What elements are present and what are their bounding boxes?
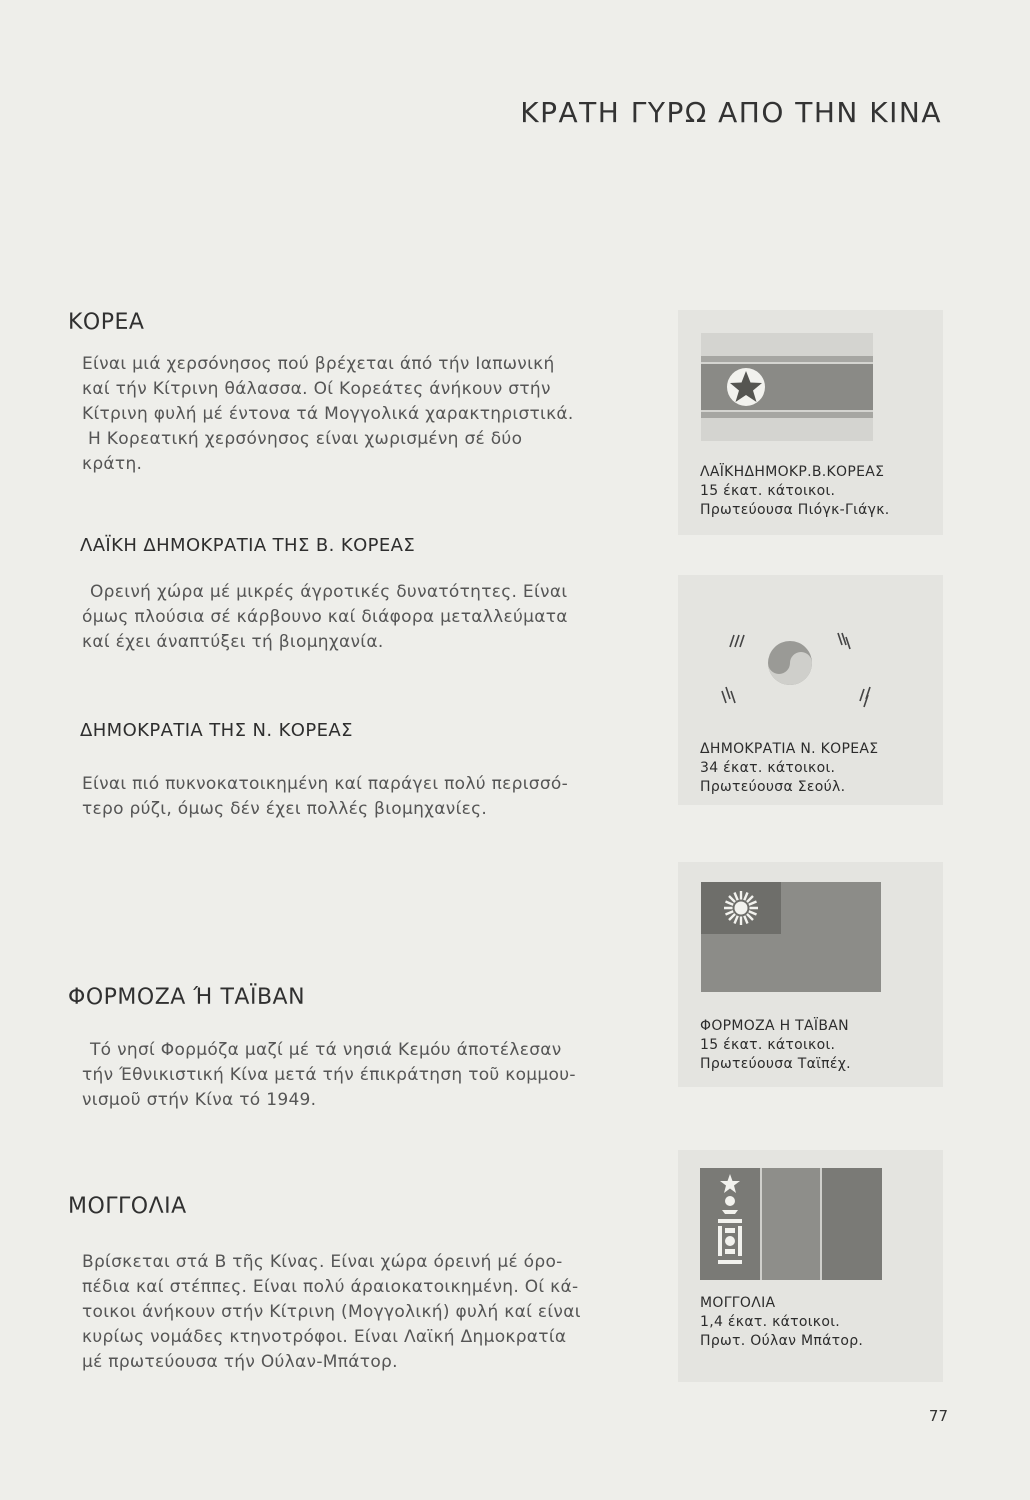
formosa-caption xyxy=(700,1017,851,1074)
caption-capital: Πρωτεύουσα Πιόγκ-Γιάγκ. xyxy=(700,502,890,518)
korea-intro-line: Κίτρινη φυλή μέ έντονα τά Μογγολικά χαρακτηριστικά. xyxy=(82,404,574,424)
caption-population: 15 έκατ. κάτοικοι. xyxy=(700,483,836,499)
north-korea-heading: ΛΑΪΚΗ ΔΗΜΟΚΡΑΤΙΑ ΤΗΣ Β. ΚΟΡΕΑΣ xyxy=(80,535,416,556)
north-korea-flag-panel xyxy=(678,310,943,535)
caption-country: ΜΟΓΓΟΛΙΑ xyxy=(700,1295,776,1311)
page-number: 77 xyxy=(928,1407,948,1425)
trigram-icon xyxy=(722,687,735,703)
flag-center-band xyxy=(762,1168,820,1280)
mongolia-line: κυρίως νομάδες κτηνοτρόφοι. Είναι Λαϊκή Δημοκρατία xyxy=(82,1327,567,1347)
mongolia-line: Βρίσκεται στά Β τῆς Κίνας. Είναι χώρα όρεινή μέ όρο- xyxy=(82,1252,563,1272)
caption-capital: Πρωτεύουσα Σεούλ. xyxy=(700,779,846,795)
korea-intro xyxy=(82,352,574,477)
south-korea-flag xyxy=(698,605,878,725)
flag-stripe xyxy=(701,356,873,362)
korea-intro-line: Είναι μιά χερσόνησος πού βρέχεται άπό τήν Ιαπωνική xyxy=(82,354,555,374)
korea-intro-line: κράτη. xyxy=(82,454,143,474)
south-korea-flag-panel xyxy=(678,575,943,805)
south-korea-heading: ΔΗΜΟΚΡΑΤΙΑ ΤΗΣ Ν. ΚΟΡΕΑΣ xyxy=(80,720,353,741)
flag-stripe xyxy=(701,412,873,418)
trigram-icon xyxy=(860,687,870,707)
korea-heading: ΚΟΡΕΑ xyxy=(68,310,145,335)
south-korea-text xyxy=(82,772,568,822)
caption-capital: Πρωτ. Ούλαν Μπάτορ. xyxy=(700,1333,864,1349)
south-korea-line: Είναι πιό πυκνοκατοικημένη καί παράγει πολύ περισσό- xyxy=(82,774,569,794)
korea-intro-line: Η Κορεατική χερσόνησος είναι χωρισμένη σέ δύο xyxy=(88,429,523,449)
caption-population: 34 έκατ. κάτοικοι. xyxy=(700,760,836,776)
trigram-icon xyxy=(838,633,850,649)
formosa-line: τήν Έθνικιστική Κίνα μετά τήν έπικράτηση τοῦ κομμου- xyxy=(82,1065,576,1085)
caption-capital: Πρωτεύουσα Ταϊπέχ. xyxy=(700,1056,851,1072)
page-title: ΚΡΑΤΗ ΓΥΡΩ ΑΠΟ ΤΗΝ ΚΙΝΑ xyxy=(520,96,942,129)
flag-band xyxy=(701,364,873,410)
mongolia-line: τοικοι άνήκουν στήν Κίτρινη (Μογγολική) φυλή καί είναι xyxy=(82,1302,581,1322)
north-korea-line: Ορεινή χώρα μέ μικρές άγροτικές δυνατότητες. Είναι xyxy=(90,582,568,602)
north-korea-text xyxy=(82,580,568,655)
formosa-line: Τό νησί Φορμόζα μαζί μέ τά νησιά Κεμόυ άποτέλεσαν xyxy=(90,1040,562,1060)
formosa-flag xyxy=(701,882,881,992)
flag-right-band xyxy=(822,1168,882,1280)
mongolia-text xyxy=(82,1250,581,1375)
north-korea-flag xyxy=(701,333,873,441)
korea-intro-line: καί τήν Κίτρινη θάλασσα. Οί Κορεάτες άνήκουν στήν xyxy=(82,379,551,399)
south-korea-caption xyxy=(700,740,878,797)
caption-country: ΛΑΪΚΗΔΗΜΟΚΡ.Β.ΚΟΡΕΑΣ xyxy=(700,464,885,480)
north-korea-line: καί έχει άναπτύξει τή βιομηχανία. xyxy=(82,632,384,652)
caption-population: 15 έκατ. κάτοικοι. xyxy=(700,1037,836,1053)
mongolia-flag xyxy=(700,1168,882,1280)
caption-population: 1,4 έκατ. κάτοικοι. xyxy=(700,1314,841,1330)
trigram-icon xyxy=(730,635,744,647)
mongolia-heading: ΜΟΓΓΟΛΙΑ xyxy=(68,1194,187,1219)
caption-country: ΦΟΡΜΟΖΑ Η ΤΑΪΒΑΝ xyxy=(700,1018,849,1034)
mongolia-line: πέδια καί στέππες. Είναι πολύ άραιοκατοικημένη. Οί κά- xyxy=(82,1277,579,1297)
mongolia-caption xyxy=(700,1294,863,1351)
caption-country: ΔΗΜΟΚΡΑΤΙΑ Ν. ΚΟΡΕΑΣ xyxy=(700,741,879,757)
formosa-line: νισμοῦ στήν Κίνα τό 1949. xyxy=(82,1090,317,1110)
south-korea-line: τερο ρύζι, όμως δέν έχει πολλές βιομηχανίες. xyxy=(82,799,488,819)
formosa-text xyxy=(82,1038,576,1113)
mongolia-flag-panel xyxy=(678,1150,943,1382)
mongolia-line: μέ πρωτεύουσα τήν Ούλαν-Μπάτορ. xyxy=(82,1352,398,1372)
formosa-flag-panel xyxy=(678,862,943,1087)
sun-icon xyxy=(724,891,758,925)
north-korea-caption xyxy=(700,463,890,520)
formosa-heading: ΦΟΡΜΟΖΑ Ή ΤΑΪΒΑΝ xyxy=(68,985,306,1010)
north-korea-line: όμως πλούσια σέ κάρβουνο καί διάφορα μεταλλεύματα xyxy=(82,607,568,627)
